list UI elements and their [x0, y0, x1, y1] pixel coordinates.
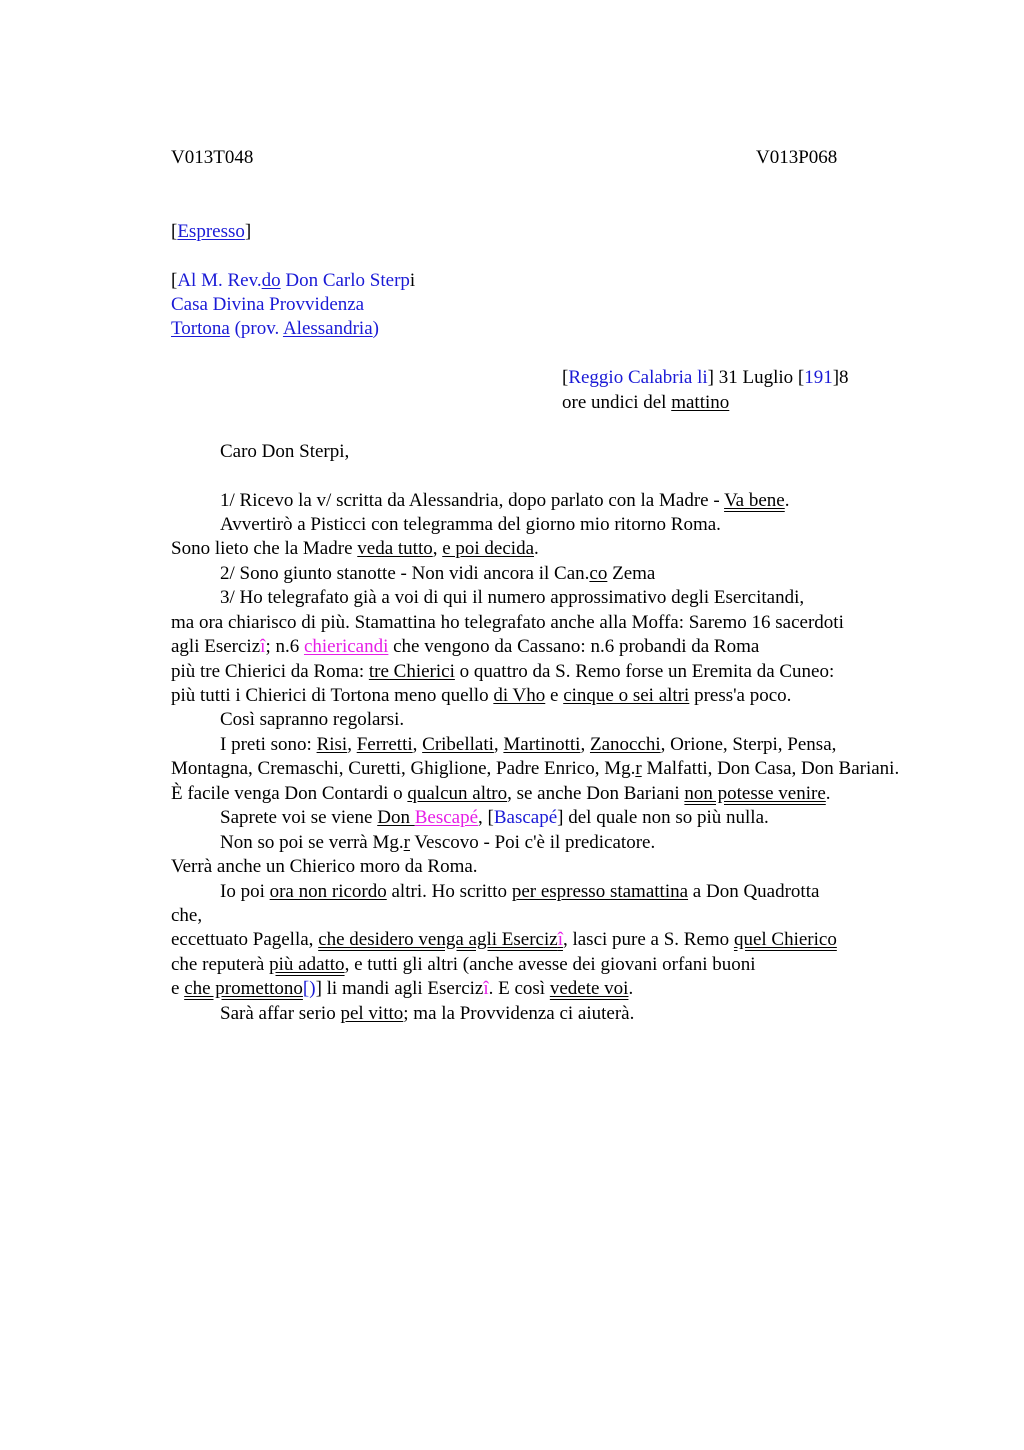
text: , — [347, 734, 357, 755]
text: , e tutti gli altri (anche avesse dei giovani orfani buoni — [344, 954, 756, 975]
address-text: do — [261, 270, 281, 291]
text: , se anche Don Bariani — [507, 783, 685, 804]
body-line — [220, 1002, 634, 1026]
bracket: [ — [171, 270, 178, 291]
text: , [ — [478, 807, 494, 828]
text: Malfatti, Don Casa, Don Bariani. — [641, 758, 900, 779]
text: Cribellati — [422, 734, 494, 755]
text: più tre Chierici da Roma: — [171, 661, 369, 682]
dateline-year: 191 — [804, 367, 833, 388]
text: e — [545, 685, 564, 706]
text: Va bene — [724, 490, 785, 511]
espresso-word: Espresso — [177, 221, 245, 242]
text: qualcun altro — [407, 783, 508, 804]
body-line — [220, 489, 789, 513]
text: ora non ricordo — [269, 881, 387, 902]
text: Zanocchi — [589, 734, 661, 755]
bracket: [ — [171, 221, 178, 242]
address-text: Alessandria — [282, 318, 373, 339]
bracket: [ — [562, 367, 569, 388]
body-line — [171, 660, 834, 684]
text: Io poi — [220, 881, 270, 902]
text: [) — [302, 978, 316, 999]
accent-mark: î — [557, 929, 563, 950]
text: pel vitto — [340, 1003, 404, 1024]
body-line — [171, 757, 899, 781]
text: Sarà affar serio — [220, 1003, 341, 1024]
address-text: Don Carlo Sterp — [280, 270, 410, 291]
body-line — [220, 831, 655, 855]
body-line: Verrà anche un Chierico moro da Roma. — [171, 856, 478, 877]
text: altri. Ho scritto — [386, 881, 512, 902]
body-line: Avvertirò a Pisticci con telegramma del giorno mio ritorno Roma. — [220, 514, 721, 535]
address-text: (prov. — [229, 318, 283, 339]
text: Bescapé — [414, 807, 479, 828]
body-line — [171, 537, 539, 561]
text: I preti sono: — [220, 734, 317, 755]
text: , — [580, 734, 590, 755]
accent-mark: î — [260, 636, 266, 657]
dateline-place: Reggio Calabria li — [568, 367, 708, 388]
text: r — [635, 758, 642, 779]
text: 2/ Sono giunto stanotte - Non vidi ancora il Can. — [220, 563, 590, 584]
text: Montagna, Cremaschi, Curetti, Ghiglione, Padre Enrico, Mg. — [171, 758, 636, 779]
text: . — [825, 783, 831, 804]
text: , — [432, 538, 443, 559]
text: a Don Quadrotta — [688, 881, 820, 902]
address-line-2: Casa Divina Provvidenza — [171, 294, 365, 315]
address-text: i — [409, 270, 416, 291]
body-line: che, — [171, 905, 203, 926]
text: Risi — [316, 734, 348, 755]
text: agli Esercizî — [171, 636, 266, 657]
text: e — [171, 978, 185, 999]
body-line — [220, 562, 655, 586]
address-text: ) — [372, 318, 379, 339]
text: ; n.6 — [265, 636, 304, 657]
text: che desidero venga agli Esercizî — [318, 929, 563, 950]
text: , lasci pure a S. Remo — [562, 929, 734, 950]
text: chiericandi — [303, 636, 389, 657]
text: Zema — [607, 563, 656, 584]
text: , Orione, Sterpi, Pensa, — [660, 734, 837, 755]
text: ; ma la Provvidenza ci aiuterà. — [403, 1003, 635, 1024]
accent-mark: î — [483, 978, 489, 999]
text: Saprete voi se viene — [220, 807, 378, 828]
text: Ferretti — [356, 734, 413, 755]
text: e poi decida — [442, 538, 535, 559]
dateline-place-date — [562, 366, 849, 390]
text: tre Chierici — [368, 661, 455, 682]
document-code-left: V013T048 — [171, 147, 254, 168]
body-line — [171, 684, 791, 708]
text: . — [628, 978, 634, 999]
body-line: Così sapranno regolarsi. — [220, 709, 405, 730]
text: vedete voi — [549, 978, 629, 999]
text: che vengono da Cassano: n.6 probandi da Roma — [388, 636, 760, 657]
text: che reputerà — [171, 954, 270, 975]
body-line — [171, 635, 759, 659]
text: cinque o sei altri — [563, 685, 690, 706]
text: eccettuato Pagella, — [171, 929, 319, 950]
body-line — [220, 733, 836, 757]
body-line — [171, 782, 831, 806]
text: Martinotti — [503, 734, 581, 755]
bracket: ] — [244, 221, 252, 242]
salutation: Caro Don Sterpi, — [220, 441, 350, 462]
address-text: Al M. Rev. — [177, 270, 262, 291]
text: ] del quale non so più nulla. — [557, 807, 769, 828]
body-line — [220, 880, 819, 904]
espresso-line — [171, 220, 251, 244]
dateline-year-end: ]8 — [832, 367, 849, 388]
text: Sono lieto che la Madre — [171, 538, 358, 559]
text: che promettono — [184, 978, 303, 999]
text: co — [589, 563, 608, 584]
text: , — [412, 734, 423, 755]
text: o quattro da S. Remo forse un Eremita da Cuneo: — [454, 661, 835, 682]
address-line-1 — [171, 269, 415, 293]
text: press'a poco. — [689, 685, 792, 706]
text: di Vho — [493, 685, 546, 706]
dateline-date: ] 31 Luglio [ — [707, 367, 805, 388]
text: . E così — [488, 978, 550, 999]
text: r — [403, 832, 410, 853]
document-code-right: V013P068 — [756, 147, 838, 168]
body-line — [220, 806, 769, 830]
text: non potesse venire — [684, 783, 826, 804]
address-line-3 — [171, 317, 379, 341]
dateline-time-text: ore undici del — [562, 392, 672, 413]
text: Vescovo - Poi c'è il predicatore. — [409, 832, 656, 853]
text: È facile venga Don Contardi o — [171, 783, 408, 804]
body-line: 3/ Ho telegrafato già a voi di qui il numero approssimativo degli Esercitandi, — [220, 587, 805, 608]
dateline-time-underlined: mattino — [671, 392, 730, 413]
address-text: Tortona — [171, 318, 230, 339]
text: veda tutto — [357, 538, 433, 559]
text: . — [534, 538, 539, 559]
text: , — [493, 734, 504, 755]
text: quel Chierico — [733, 929, 837, 950]
body-line — [171, 928, 837, 952]
body-line — [171, 953, 756, 977]
body-line — [171, 977, 633, 1001]
text: più adatto — [269, 954, 345, 975]
dateline-time — [562, 391, 729, 415]
text: ] li mandi agli Esercizî — [315, 978, 489, 999]
text: . — [784, 490, 790, 511]
text: più tutti i Chierici di Tortona meno quello — [171, 685, 494, 706]
text: per espresso stamattina — [511, 881, 689, 902]
text: 1/ Ricevo la v/ scritta da Alessandria, dopo parlato con la Madre - — [220, 490, 725, 511]
text: Non so poi se verrà Mg. — [220, 832, 404, 853]
text: Don — [377, 807, 415, 828]
body-line: ma ora chiarisco di più. Stamattina ho telegrafato anche alla Moffa: Saremo 16 sacerdoti — [171, 612, 844, 633]
text: Bascapé — [493, 807, 558, 828]
